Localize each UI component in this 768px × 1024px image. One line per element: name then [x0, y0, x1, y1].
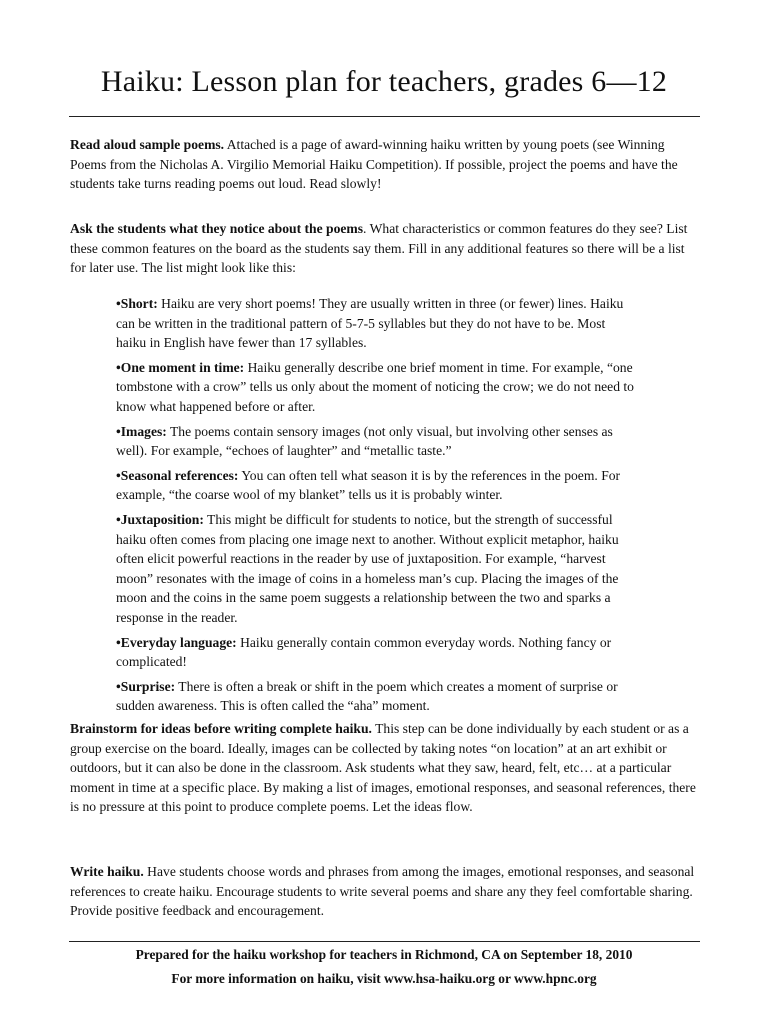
- feature-item-everyday-language: [116, 633, 636, 672]
- section-heading: Write haiku.: [70, 864, 144, 879]
- title-divider: [69, 116, 700, 117]
- feature-text: Haiku generally contain common everyday words. Nothing fancy or complicated!: [116, 634, 612, 670]
- section-heading: Brainstorm for ideas before writing complete haiku.: [70, 721, 372, 736]
- feature-text: The poems contain sensory images (not only visual, but involving other senses as well). For example, “echoes of laughter” and “metallic taste.”: [116, 423, 613, 459]
- feature-label: •Surprise:: [116, 678, 176, 694]
- feature-text: You can often tell what season it is by the references in the poem. For example, “the coarse wool of my blanket” tells us it is probably winter.: [116, 467, 621, 503]
- feature-text: Haiku generally describe one brief moment in time. For example, “one tombstone with a crow” tells us only about the moment of noticing the crow; we do not need to know what happened before or after.: [116, 359, 634, 414]
- section-read-aloud: [70, 135, 696, 194]
- section-body: . What characteristics or common features do they see? List these common features on the board as the students say them. Fill in any additional features so there will be a list for later use. The list might look like this:: [70, 221, 688, 276]
- footer-prepared-note: Prepared for the haiku workshop for teachers in Richmond, CA on September 18, 2010: [135, 947, 633, 962]
- feature-item-seasonal: [116, 466, 636, 505]
- feature-text: There is often a break or shift in the poem which creates a moment of surprise or sudden awareness. This is often called the “aha” moment.: [116, 678, 618, 714]
- feature-label: •Everyday language:: [116, 634, 237, 650]
- feature-text: This might be difficult for students to notice, but the strength of successful haiku often comes from placing one image next to another. Without explicit metaphor, haiku often elicit powerful reactions in the reader by use of juxtaposition. For example, “harvest moon” resonates with the image of coins in a homeless man’s cup. Placing the images of the moon and the coins in the same poem suggests a relationship between the two and sparks a response in the reader.: [116, 511, 619, 625]
- section-heading: Read aloud sample poems.: [70, 137, 225, 152]
- section-body: Attached is a page of award-winning haiku written by young poets (see Winning Poems from the Nicholas A. Virgilio Memorial Haiku Competition). If possible, project the poems and have the students take turns reading poems out loud. Read slowly!: [70, 137, 678, 192]
- feature-label: •Images:: [116, 423, 167, 439]
- footer-more-info: For more information on haiku, visit www.hsa-haiku.org or www.hpnc.org: [171, 971, 597, 986]
- section-heading: Ask the students what they notice about the poems: [70, 221, 364, 236]
- feature-text: Haiku are very short poems! They are usually written in three (or fewer) lines. Haiku can be written in the traditional pattern of 5-7-5 syllables but they do not have to be. Most haiku in English have fewer than 17 syllables.: [116, 296, 624, 351]
- feature-label: •Short:: [116, 296, 158, 311]
- feature-item-surprise: [116, 677, 636, 716]
- features-list: [116, 294, 636, 721]
- feature-label: •Juxtaposition:: [116, 511, 204, 527]
- section-body: Have students choose words and phrases from among the images, emotional responses, and seasonal references to create haiku. Encourage students to write several poems and share any they feel comfortable sharing. Provide positive feedback and encouragement.: [70, 864, 695, 919]
- feature-label: •Seasonal references:: [116, 467, 239, 483]
- feature-item-short: [116, 294, 636, 353]
- feature-label: •One moment in time:: [116, 359, 245, 375]
- page-title: Haiku: Lesson plan for teachers, grades 6—12: [100, 65, 668, 98]
- section-ask-students: [70, 219, 696, 278]
- section-brainstorm: [70, 719, 696, 817]
- footer-divider: [69, 941, 700, 942]
- section-write-haiku: [70, 862, 696, 921]
- feature-item-images: [116, 422, 636, 461]
- section-body: This step can be done individually by each student or as a group exercise on the board. Ideally, images can be collected by taking notes “on location” at an art exhibit or outdoors, but it can also be done in the classroom. Ask students what they saw, heard, felt, etc… at a particular moment in time at a specific place. By making a list of images, emotional responses, and seasonal references, there is no pressure at this point to produce complete poems. Let the ideas flow.: [70, 721, 696, 815]
- feature-item-one-moment: [116, 358, 636, 417]
- feature-item-juxtaposition: [116, 510, 636, 628]
